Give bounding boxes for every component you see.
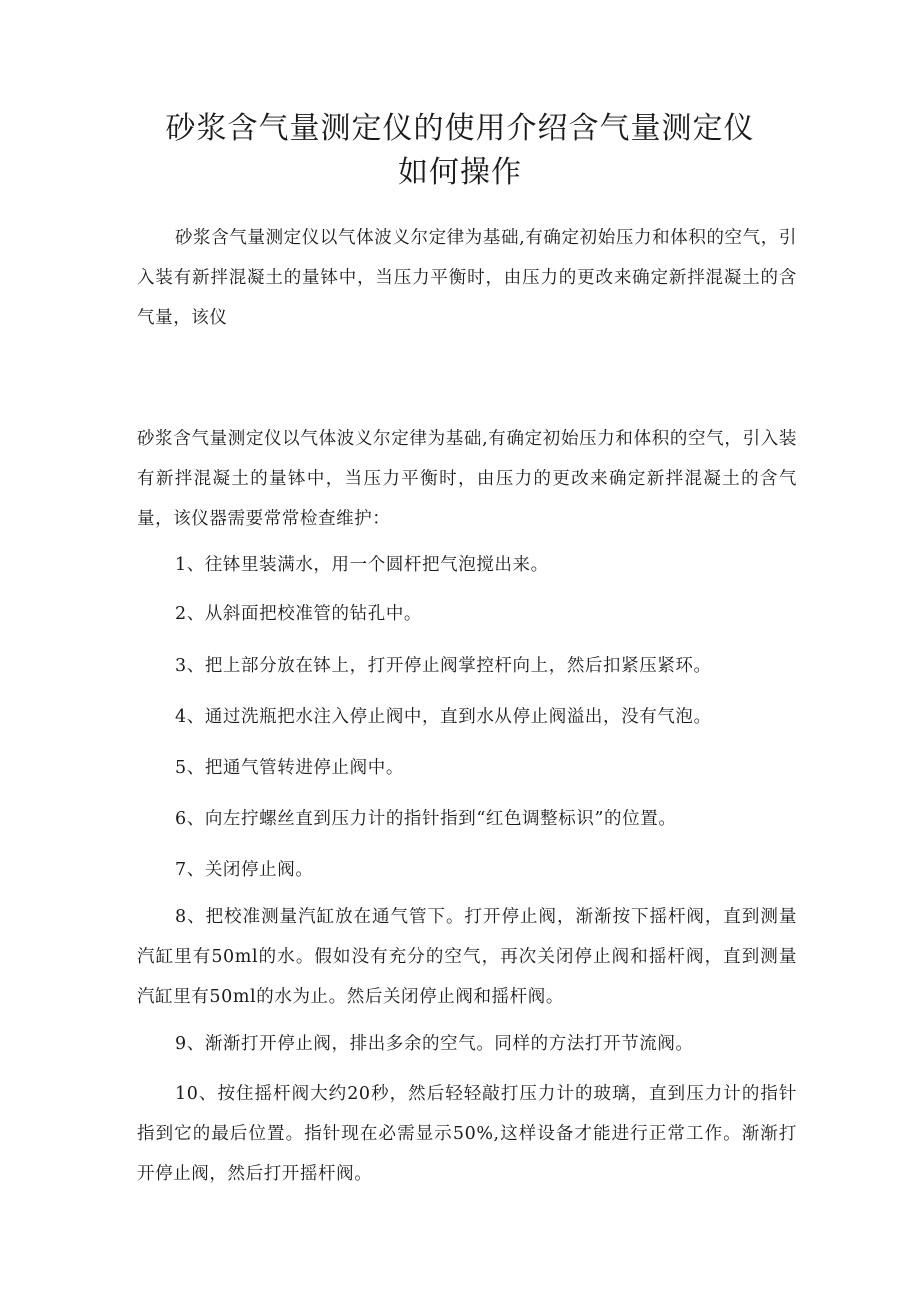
step-2: 2、从斜面把校准管的钻孔中。 bbox=[175, 604, 423, 624]
step-5: 5、把通气管转进停止阀中。 bbox=[175, 758, 404, 778]
document-title-line-1: 砂浆含气量测定仪的使用介绍含气量测定仪 bbox=[165, 111, 755, 146]
step-1: 1、往钵里装满水，用一个圆杆把气泡搅出来。 bbox=[175, 555, 549, 575]
step-8: 8、把校准测量汽缸放在通气管下。打开停止阀，渐渐按下摇杆阀，直到测量汽缸里有50ml的水。假如没有充分的空气，再次关闭停止阀和摇杆阀，直到测量汽缸里有50ml的水为止。然后关闭停止阀和摇杆阀。 bbox=[137, 907, 797, 1007]
document-title-line-2: 如何操作 bbox=[398, 155, 522, 190]
step-9: 9、渐渐打开停止阀，排出多余的空气。同样的方法打开节流阀。 bbox=[175, 1034, 694, 1054]
step-4: 4、通过洗瓶把水注入停止阀中，直到水从停止阀溢出，没有气泡。 bbox=[175, 707, 712, 727]
step-6: 6、向左拧螺丝直到压力计的指针指到“红色调整标识”的位置。 bbox=[175, 809, 677, 829]
step-10: 10、按住摇杆阀大约20秒，然后轻轻敲打压力计的玻璃，直到压力计的指针指到它的最后位置。指针现在必需显示50%,这样设备才能进行正常工作。渐渐打开停止阀，然后打开摇杆阀。 bbox=[137, 1084, 797, 1184]
intro-paragraph: 砂浆含气量测定仪以气体波义尔定律为基础,有确定初始压力和体积的空气，引入装有新拌混凝土的量钵中，当压力平衡时，由压力的更改来确定新拌混凝土的含气量，该仪 bbox=[137, 228, 797, 328]
body-intro-paragraph: 砂浆含气量测定仪以气体波义尔定律为基础,有确定初始压力和体积的空气，引入装有新拌混凝土的量钵中，当压力平衡时，由压力的更改来确定新拌混凝土的含气量，该仪器需要常常检查维护： bbox=[137, 429, 797, 529]
step-3: 3、把上部分放在钵上，打开停止阀掌控杆向上，然后扣紧压紧环。 bbox=[175, 656, 712, 676]
step-7: 7、关闭停止阀。 bbox=[175, 860, 314, 880]
